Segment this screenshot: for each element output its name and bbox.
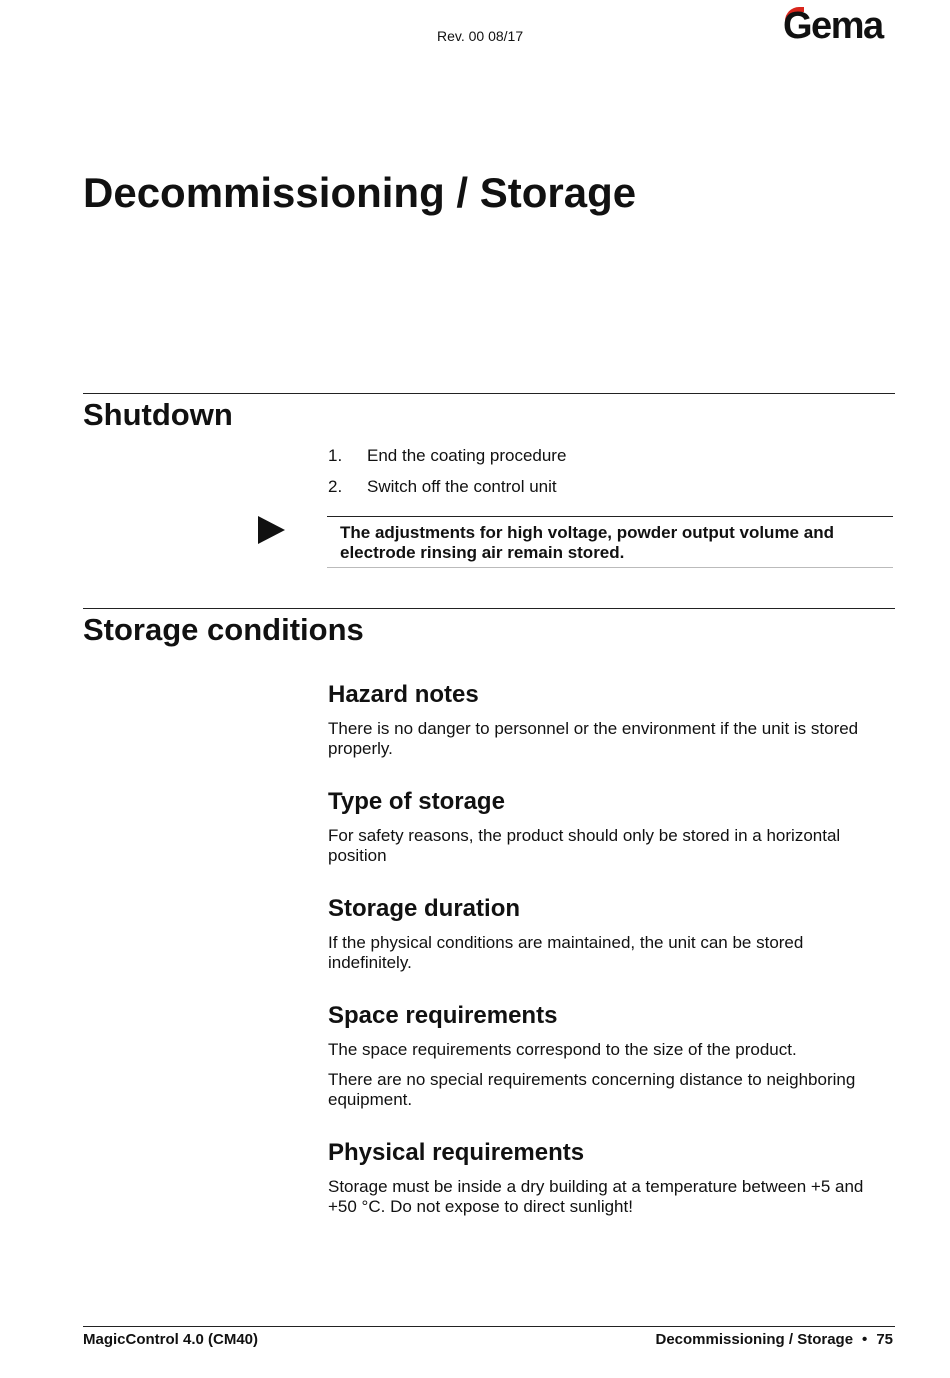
page-number: 75: [876, 1331, 893, 1348]
note-text: The adjustments for high voltage, powder output volume and electrode rinsing air remain stored.: [340, 523, 834, 562]
logo-text: Gema: [783, 5, 883, 47]
type-of-storage-heading: Type of storage: [328, 788, 505, 815]
physical-requirements-heading: Physical requirements: [328, 1139, 585, 1166]
hazard-notes-text: There is no danger to personnel or the environment if the unit is stored properly.: [328, 719, 859, 758]
space-requirements-heading: Space requirements: [328, 1002, 558, 1029]
list-item: [328, 446, 566, 477]
shutdown-steps: [328, 446, 566, 508]
note-box: [327, 516, 893, 568]
footer-product: MagicControl 4.0 (CM40): [83, 1331, 259, 1348]
space-requirements-text: The space requirements correspond to the size of the product.: [328, 1040, 797, 1059]
storage-duration-text: If the physical conditions are maintained, the unit can be stored indefinitely.: [328, 933, 804, 972]
gema-logo: [783, 4, 895, 48]
page-title: Decommissioning / Storage: [83, 169, 637, 216]
arrow-right-icon: [258, 516, 285, 544]
shutdown-heading: Shutdown: [83, 397, 233, 432]
step-number: 1.: [328, 446, 343, 465]
storage-conditions-heading: Storage conditions: [83, 612, 364, 647]
type-of-storage-text: For safety reasons, the product should only be stored in a horizontal position: [328, 826, 841, 865]
footer-page-info: [656, 1331, 894, 1348]
footer-divider: [83, 1326, 895, 1327]
step-text: End the coating procedure: [367, 446, 567, 465]
section-divider: [83, 393, 895, 394]
step-number: 2.: [328, 477, 343, 496]
bullet-separator: •: [862, 1331, 868, 1348]
revision-label: Rev. 00 08/17: [437, 28, 524, 44]
hazard-notes-heading: Hazard notes: [328, 681, 479, 708]
step-text: Switch off the control unit: [367, 477, 557, 496]
physical-requirements-text: Storage must be inside a dry building at a temperature between +5 and +50 °C. Do not expose to direct sunlight!: [328, 1177, 864, 1216]
list-item: [328, 477, 566, 508]
storage-duration-heading: Storage duration: [328, 895, 521, 922]
section-divider: [83, 608, 895, 609]
footer-section: Decommissioning / Storage: [655, 1331, 854, 1348]
space-requirements-text: There are no special requirements concerning distance to neighboring equipment.: [328, 1070, 856, 1109]
